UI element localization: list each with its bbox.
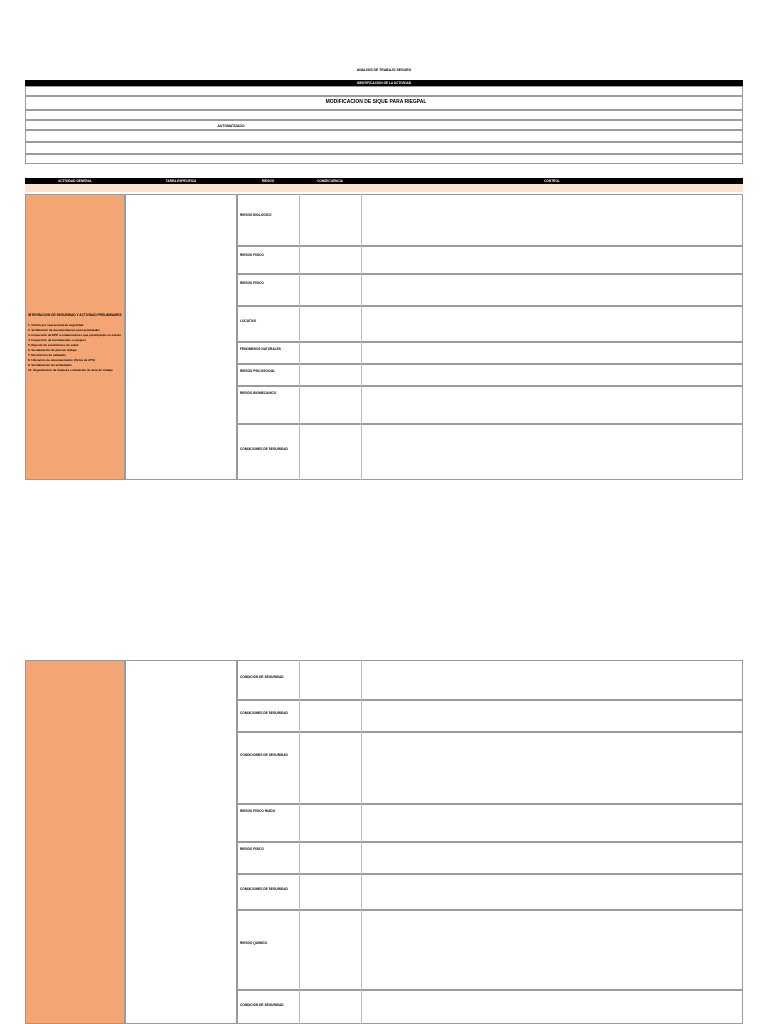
header-row — [25, 96, 743, 110]
header-row — [25, 130, 743, 142]
section-bar-label: IDENTIFICACION DE LA ACTIVIDAD — [356, 81, 412, 85]
hazard-label: RIESGO BIOMECANICO — [240, 391, 277, 395]
hazard-row — [237, 194, 743, 246]
col-header-general: ACTIVIDAD GENERAL — [58, 179, 92, 183]
hazard-row — [237, 842, 743, 874]
hazard-label: CONDICION DE SEGURIDAD — [240, 1003, 284, 1007]
activity-step: 4. Inspección de herramientas o equipos — [28, 338, 87, 342]
header-row — [25, 120, 743, 130]
hazard-label: RIESGO PSICOSOCIAL — [240, 369, 276, 373]
header-row — [25, 142, 743, 154]
column-divider — [361, 660, 362, 1024]
hazard-label: RIESGO FISICO — [240, 281, 264, 285]
header-grid — [25, 86, 743, 166]
activity-steps — [28, 323, 122, 373]
header-row — [25, 110, 743, 120]
hazard-row — [237, 732, 743, 804]
column-divider — [299, 660, 300, 1024]
hazard-row — [237, 364, 743, 386]
hazard-row — [237, 306, 743, 342]
hazard-label: RIESGO QUIMICO — [240, 941, 268, 945]
hazard-label: RIESGO FISICO RUIDO — [240, 809, 276, 813]
col-header-control: CONTROL — [544, 179, 560, 183]
hazard-table — [237, 660, 743, 1024]
hazard-label: LOCATIVO — [240, 319, 257, 323]
activity-step: 8. Ubicación de documentación (Firma de ATS) — [28, 358, 95, 362]
hazard-row — [237, 424, 743, 480]
column-divider — [361, 194, 362, 480]
hazard-row — [237, 246, 743, 274]
hazard-table — [237, 194, 743, 480]
hazard-label: RIESGO FISICO — [240, 253, 264, 257]
activity-step: 5. Reporte de condiciones de salud — [28, 343, 79, 347]
column-divider — [299, 194, 300, 480]
hazard-row — [237, 874, 743, 910]
col-header-hazard: RIESGO — [261, 179, 275, 183]
activity-step: 10. Organización de limpieza e ubicación de área de trabajo — [28, 368, 113, 372]
header-row — [25, 86, 743, 96]
col-header-specific: TAREA ESPECIFICA — [165, 179, 197, 183]
activity-step: 9. Socialización de actividades — [28, 363, 72, 367]
hazard-label: RIESGO BIOLÓGICO — [240, 213, 272, 217]
hazard-label: FENOMENOS NATURALES — [240, 347, 281, 351]
activity-step: 3. Inspección de EPP a colaboradores que participaran en evento — [28, 333, 122, 337]
activity-step: 2. Verificación de documentación para actividades — [28, 328, 100, 332]
activity-heading: INTEGRACION DE SEGURIDAD Y ACTIVIDAD PRELIMINARES — [28, 313, 122, 317]
hazard-row — [237, 386, 743, 424]
header-row — [25, 154, 743, 164]
hazard-label: RIESGO FISICO — [240, 847, 264, 851]
hazard-label: CONDICIONES DE SEGURIDAD — [240, 711, 288, 715]
hazard-row — [237, 342, 743, 364]
hazard-row — [237, 274, 743, 306]
hazard-row — [237, 660, 743, 700]
hazard-label: CONDICIONES DE SEGURIDAD — [240, 887, 288, 891]
hazard-row — [237, 700, 743, 732]
general-activity-cell — [25, 660, 125, 1024]
hazard-label: CONDICION DE SEGURIDAD — [240, 675, 284, 679]
hazard-row — [237, 910, 743, 990]
document-title: ANALISIS DE TRABAJO SEGURO — [356, 68, 412, 72]
hazard-row — [237, 804, 743, 842]
specific-task-cell — [125, 660, 237, 1024]
work-title: MODIFICACION DE SIQUE PARA RIEGPAL — [325, 99, 427, 105]
activity-banner — [25, 184, 743, 192]
document-page-2 — [25, 660, 743, 1024]
col-header-consequence: CONSECUENCIA — [317, 179, 343, 183]
specific-task-cell — [125, 194, 237, 480]
document-page-1 — [25, 60, 743, 480]
hazard-row — [237, 990, 743, 1024]
hazard-label: CONDICIONES DE SEGURIDAD — [240, 753, 288, 757]
transfer-label: AUTOMATIZADO — [217, 124, 245, 128]
general-activity-cell — [25, 194, 125, 480]
hazard-label: CONDICIONES DE SEGURIDAD — [240, 447, 288, 451]
activity-step: 6. Socialización de plan de trabajo — [28, 348, 77, 352]
activity-step: 1. Charla pre operacional de seguridad — [28, 323, 84, 327]
activity-step: 7. Restricción de cableado — [28, 353, 66, 357]
